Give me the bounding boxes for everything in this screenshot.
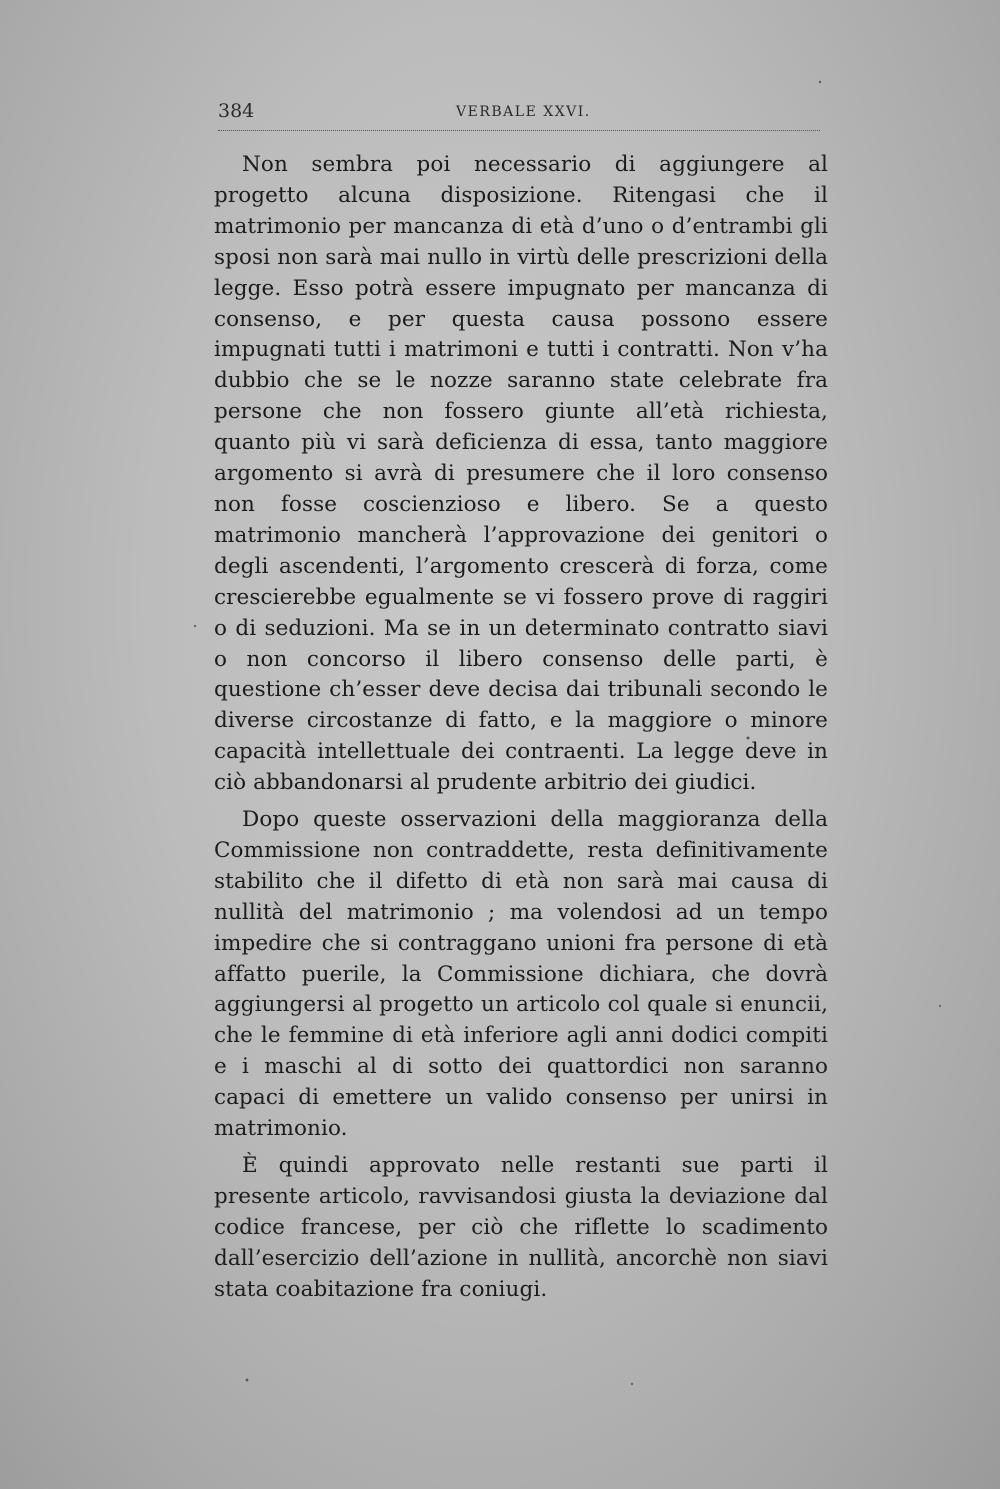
page-number: 384 bbox=[218, 100, 255, 122]
paragraph-2: Dopo queste osservazioni della maggioranza della Commissione non contraddette, resta definitivamente stabilito che il difetto di età non sarà mai causa di nullità del matrimonio ; ma volendosi ad un tempo impedire che si contraggano unioni fra persone di età affatto puerile, la Commissione dichiara, che dovrà aggiungersi al progetto un articolo col quale si enuncii, che le femmine di età inferiore agli anni dodici compiti e i maschi al di sotto dei quattordici non saranno capaci di emettere un valido consenso per unirsi in matrimonio. bbox=[214, 807, 828, 1142]
body-text bbox=[214, 150, 828, 1306]
header-rule bbox=[218, 130, 820, 131]
running-head bbox=[218, 100, 818, 130]
paragraph-1: Non sembra poi necessario di aggiungere al progetto alcuna disposizione. Ritengasi che il matrimonio per mancanza di età d’uno o d’entrambi gli sposi non sarà mai nullo in virtù delle prescrizioni della legge. Esso potrà essere impugnato per mancanza di consenso, e per questa causa possono essere impugnati tutti i matrimoni e tutti i contratti. Non v’ha dubbio che se le nozze saranno state celebrate fra persone che non fossero giunte all’età richiesta, quanto più vi sarà deficienza di essa, tanto maggiore argomento si avrà di presumere che il loro consenso non fosse coscienzioso e libero. Se a questo matrimonio mancherà l’approvazione dei genitori o degli ascendenti, l’argomento crescerà di forza, come crescierebbe egualmente se vi fossero prove di raggiri o di seduzioni. Ma se in un determinato contratto siavi o non concorso il libero consenso delle parti, è questione ch’esser deve decisa dai tribunali secondo le diverse circostanze di fatto, e la maggiore o minore capacità intellettuale dei contraenti. La legge deve in ciò abbandonarsi al prudente arbitrio dei giudici. bbox=[214, 152, 828, 796]
running-title: VERBALE XXVI. bbox=[456, 104, 591, 120]
paragraph-3: È quindi approvato nelle restanti sue parti il presente articolo, ravvisandosi giusta la deviazione dal codice francese, per ciò che riflette lo scadimento dall’esercizio dell’azione in nullità, ancorchè non siavi stata coabitazione fra coniugi. bbox=[214, 1153, 828, 1302]
